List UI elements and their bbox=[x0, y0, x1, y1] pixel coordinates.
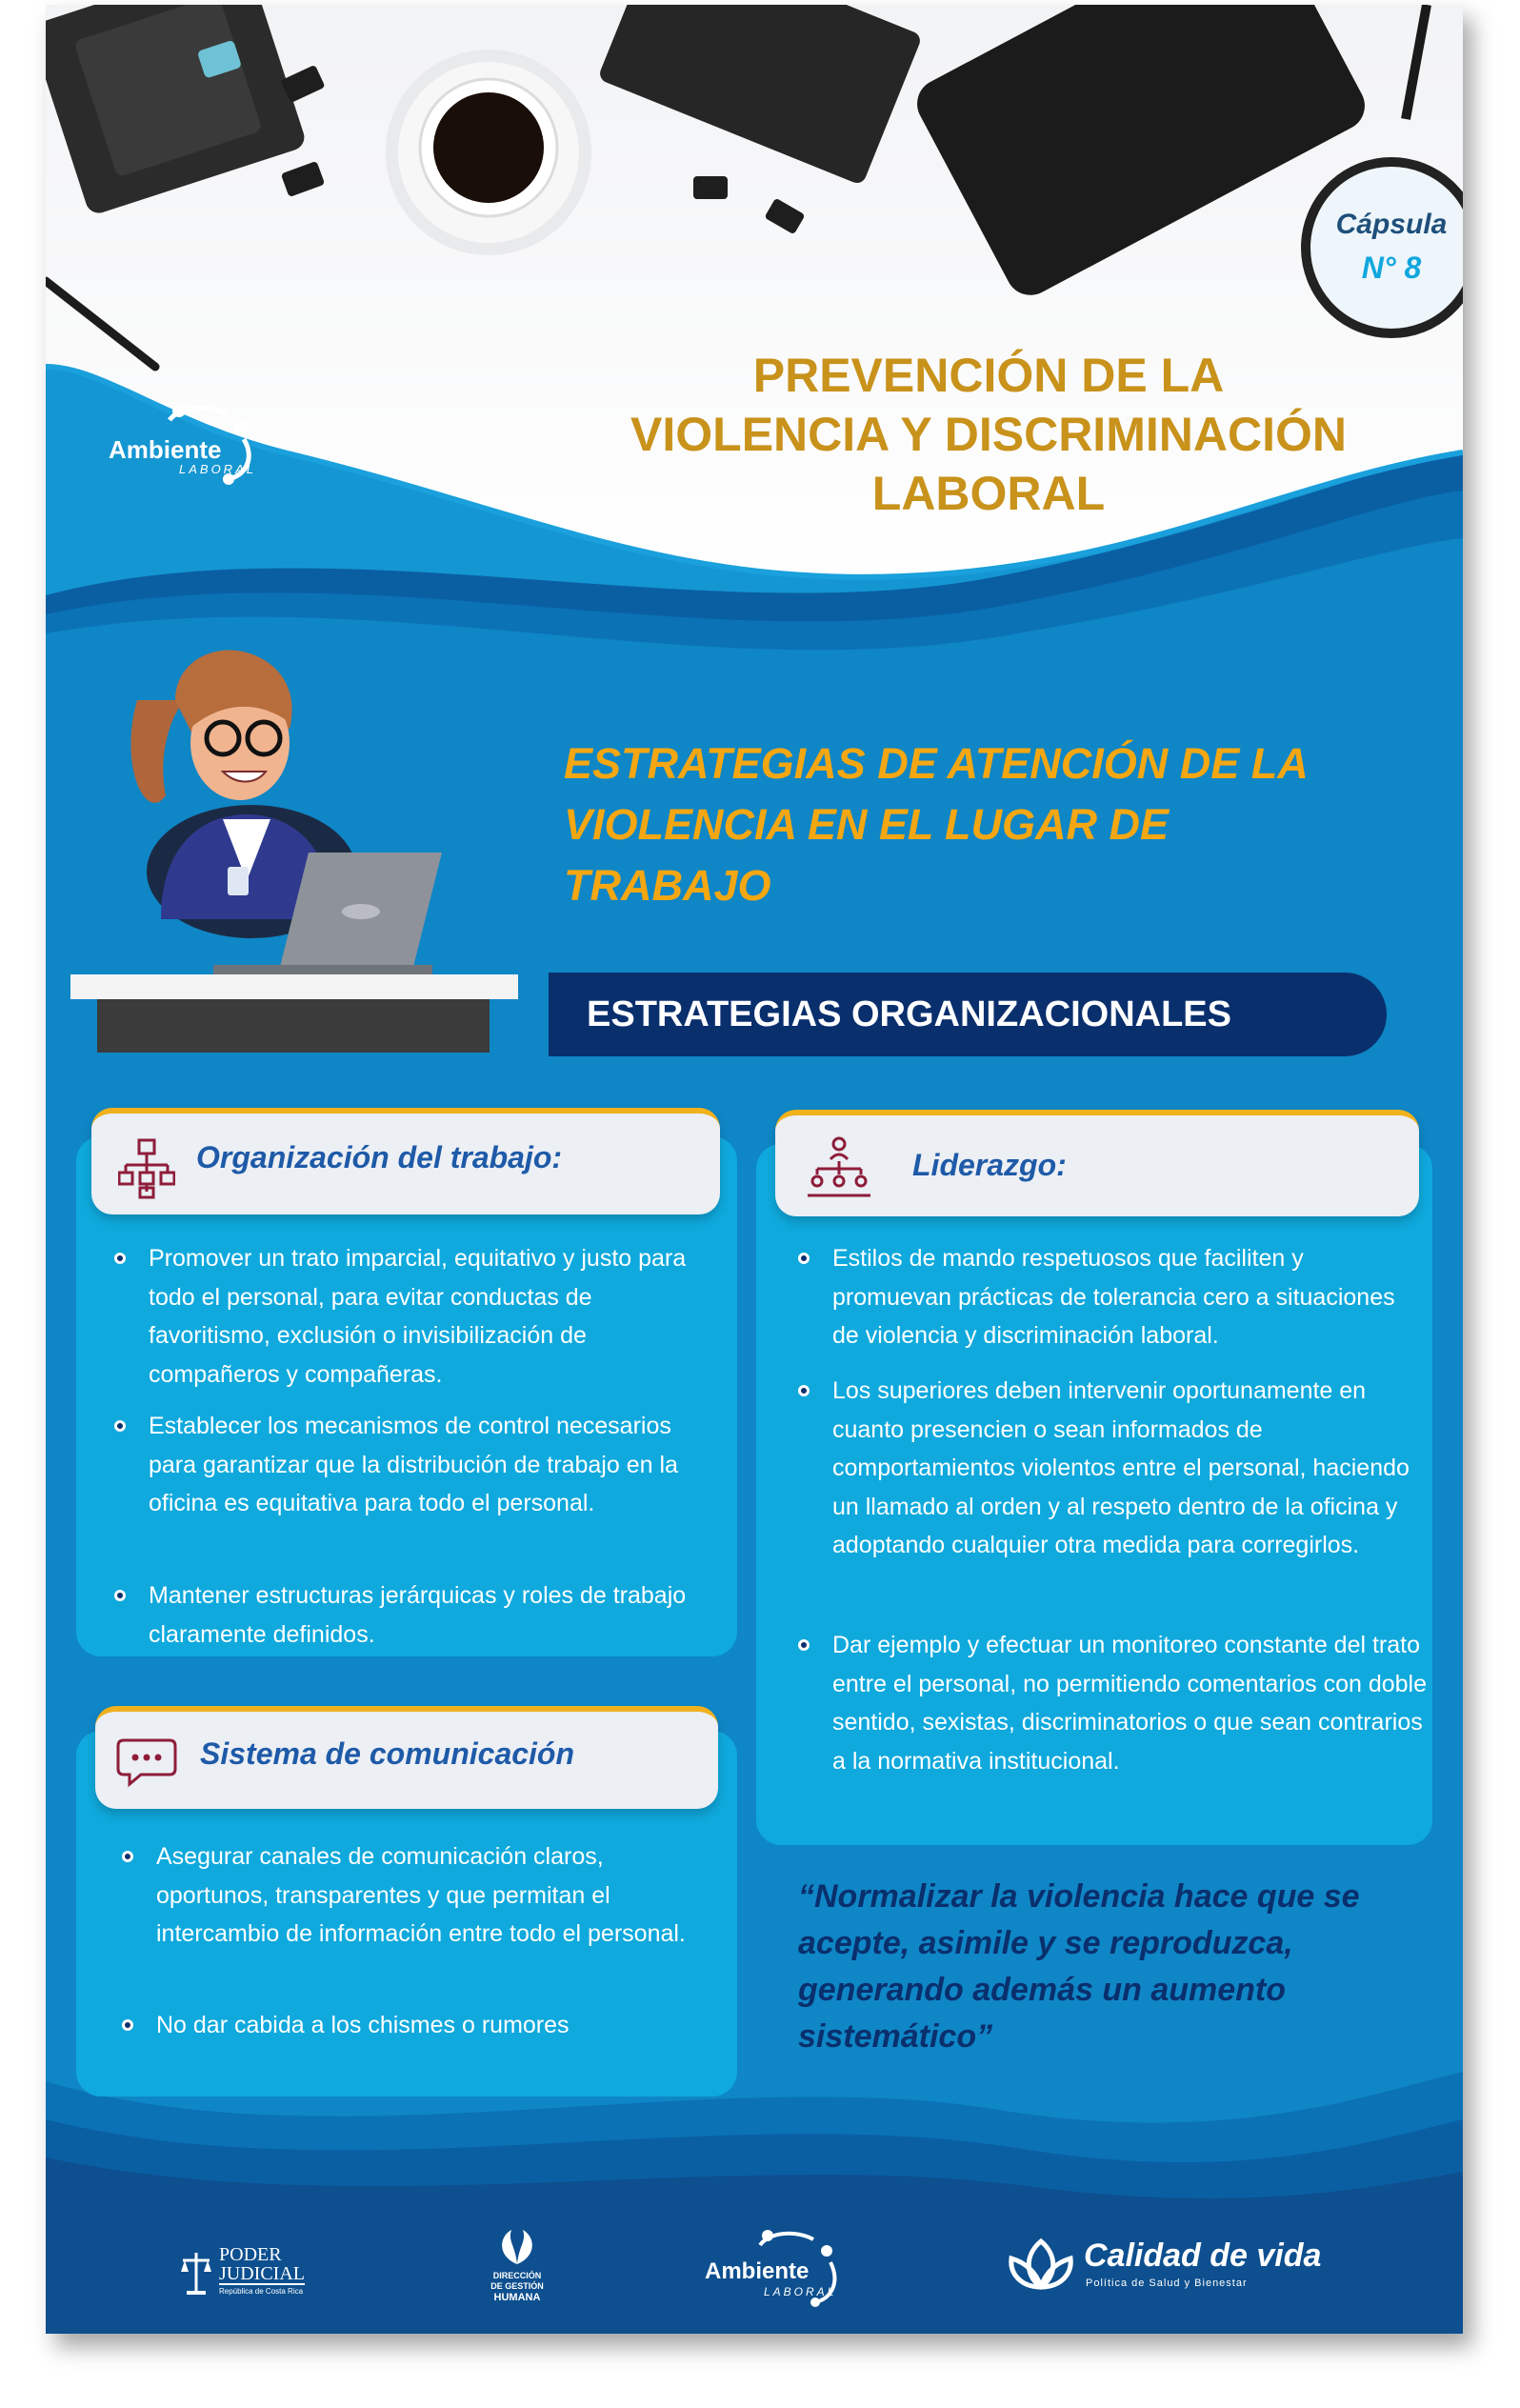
flame-leaf-icon bbox=[489, 2228, 546, 2266]
subtitle-line-1: ESTRATEGIAS DE ATENCIÓN DE LA bbox=[564, 739, 1309, 788]
list-item: Promover un trato imparcial, equitativo y justo para todo el personal, para evitar conductas de favoritismo, exclusión o invisibilización de compañeros y compañeras. bbox=[114, 1239, 714, 1394]
bullet-icon bbox=[114, 1590, 126, 1601]
notebook-icon bbox=[597, 5, 923, 186]
list-item: No dar cabida a los chismes o rumores bbox=[122, 2006, 712, 2045]
comunicacion-header bbox=[95, 1706, 718, 1809]
bullet-icon bbox=[798, 1639, 810, 1651]
organizacion-title: Organización del trabajo: bbox=[196, 1140, 563, 1174]
title-line-3: LABORAL bbox=[871, 467, 1106, 520]
liderazgo-title: Liderazgo: bbox=[912, 1148, 1067, 1182]
calidad-de-vida-logo: Calidad de vida Política de Salud y Bienestar bbox=[1008, 2234, 1293, 2300]
magnifier-icon bbox=[1406, 5, 1427, 119]
section-subtitle bbox=[564, 733, 1421, 916]
bullet-icon bbox=[798, 1253, 810, 1264]
list-item: Estilos de mando respetuosos que faciliten y promuevan prácticas de tolerancia cero a situaciones de violencia y discriminación laboral. bbox=[798, 1239, 1427, 1355]
list-item: Establecer los mecanismos de control necesarios para garantizar que la distribución de trabajo en la oficina es equitativa para todo el personal. bbox=[114, 1407, 714, 1523]
comunicacion-title: Sistema de comunicación bbox=[200, 1736, 575, 1771]
bullet-icon bbox=[114, 1253, 126, 1264]
list-item: Dar ejemplo y efectuar un monitoreo constante del trato entre el personal, no permitiendo comentarios con doble sentido, sexistas, discriminatorios o que sean contrarios a la normativa institucional. bbox=[798, 1626, 1427, 1780]
title-line-1: PREVENCIÓN DE LA bbox=[752, 349, 1225, 402]
poder-judicial-logo: PODER JUDICIAL República de Costa Rica bbox=[179, 2243, 322, 2300]
woman-at-laptop-illustration bbox=[70, 633, 566, 1053]
bullet-icon bbox=[114, 1420, 126, 1432]
brand-sub: LABORAL bbox=[179, 462, 256, 476]
list-item: Asegurar canales de comunicación claros, oportunos, transparentes y que permitan el intercambio de información entre todo el personal. bbox=[122, 1837, 712, 1954]
bullet-icon bbox=[798, 1385, 810, 1396]
ambiente-laboral-footer-logo: Ambiente LABORAL bbox=[701, 2228, 863, 2314]
capsule-number: N° 8 bbox=[1361, 251, 1422, 285]
bullet-icon bbox=[122, 2019, 133, 2031]
direccion-gestion-humana-logo: DIRECCIÓN DE GESTIÓN HUMANA bbox=[474, 2228, 560, 2314]
brand-name: Ambiente bbox=[109, 435, 222, 464]
page-title bbox=[522, 346, 1455, 523]
quote-text: “Normalizar la violencia hace que se acepte, asimile y se reproduzca, generando además un aumento sistemático” bbox=[798, 1878, 1360, 2055]
chat-bubble-icon bbox=[116, 1735, 177, 1788]
org-chart-icon bbox=[118, 1138, 175, 1199]
leadership-icon bbox=[808, 1136, 870, 1199]
lotus-icon bbox=[1008, 2237, 1074, 2291]
subtitle-line-2: VIOLENCIA EN EL LUGAR DE bbox=[564, 800, 1170, 849]
calculator-icon bbox=[46, 5, 308, 216]
poster bbox=[46, 5, 1463, 2334]
organizacion-header bbox=[91, 1108, 720, 1214]
scales-icon bbox=[179, 2249, 213, 2297]
list-item: Mantener estructuras jerárquicas y roles de trabajo claramente definidos. bbox=[114, 1576, 714, 1654]
pen-icon bbox=[46, 281, 155, 367]
list-item: Los superiores deben intervenir oportunamente en cuanto presencien o sean informados de comportamientos violentos entre el personal, haciendo un llamado al orden y al respeto dentro de la oficina y adoptando cualquier otra medida para corregirlos. bbox=[798, 1372, 1427, 1565]
capsule-label: Cápsula bbox=[1335, 209, 1448, 240]
strategies-banner: ESTRATEGIAS ORGANIZACIONALES bbox=[549, 973, 1387, 1056]
title-line-2: VIOLENCIA Y DISCRIMINACIÓN bbox=[630, 408, 1347, 461]
subtitle-line-3: TRABAJO bbox=[564, 861, 771, 910]
coffee-cup-icon bbox=[386, 50, 591, 255]
bullet-icon bbox=[122, 1851, 133, 1862]
desk-illustration bbox=[46, 5, 1463, 386]
liderazgo-header bbox=[775, 1110, 1419, 1216]
